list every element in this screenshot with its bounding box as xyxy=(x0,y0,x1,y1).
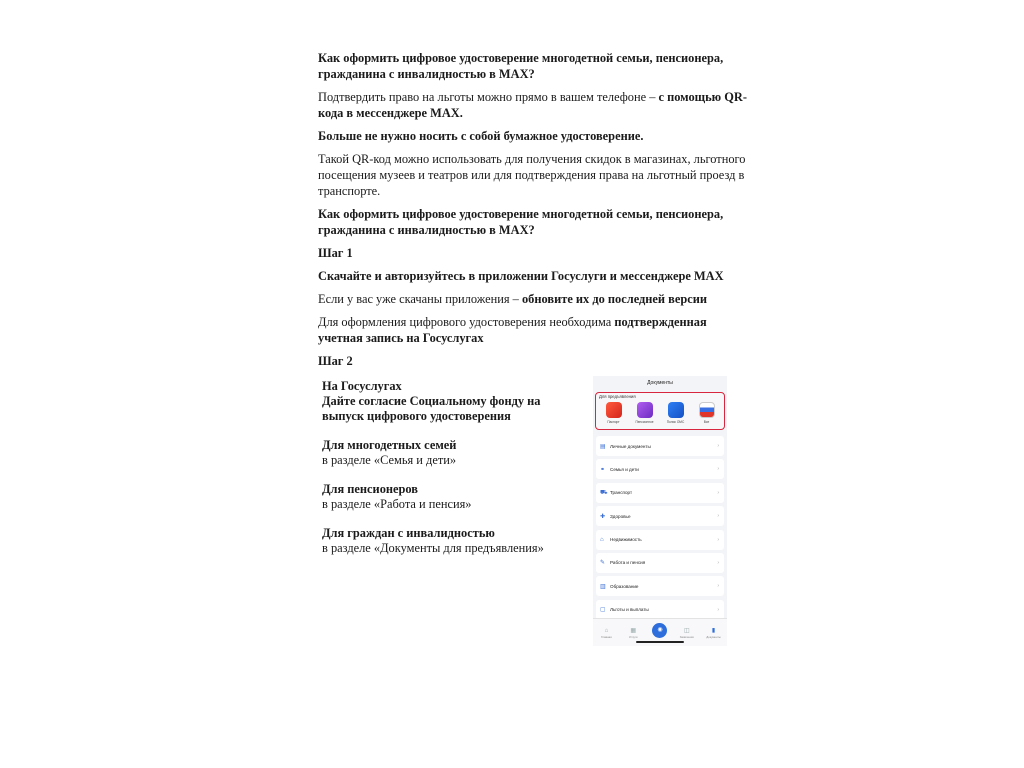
step2-title: Шаг 2 xyxy=(318,354,353,368)
menu-item-label: Личные документы xyxy=(610,443,651,449)
flag-icon xyxy=(699,402,715,418)
paragraph-update-bold: обновите их до последней версии xyxy=(521,292,708,306)
step1-text: Скачайте и авторизуйтесь в приложении Госуслуги и мессенджере МАХ xyxy=(318,269,724,283)
group-title: На Госуслугах xyxy=(322,379,402,393)
phone-screenshot xyxy=(593,376,727,646)
tab-label: Документы xyxy=(706,635,721,639)
phone-screen-title: Документы xyxy=(647,380,673,386)
app-label: Паспорт xyxy=(607,420,620,424)
app-all[interactable] xyxy=(693,402,720,424)
group-note: в разделе «Семья и дети» xyxy=(322,453,457,467)
paragraph-update-plain: Если у вас уже скачаны приложения – xyxy=(318,292,522,306)
menu-item-education[interactable] xyxy=(596,576,724,596)
oms-icon xyxy=(668,402,684,418)
paragraph-qr xyxy=(318,89,748,121)
app-label: Все xyxy=(703,420,710,424)
documents-menu xyxy=(596,436,724,620)
tab-home[interactable] xyxy=(595,628,617,639)
group-title: Для пенсионеров xyxy=(322,482,418,496)
tab-label: Главная xyxy=(601,635,612,639)
assistant-icon: ◉ xyxy=(652,623,667,638)
heading-2: Как оформить цифровое удостоверение многодетной семьи, пенсионера, гражданина с инвалидностью в МАХ? xyxy=(318,207,724,237)
app-passport[interactable] xyxy=(600,402,627,424)
step2-group-large-families xyxy=(322,438,582,468)
home-icon: ⌂ xyxy=(604,628,609,634)
menu-item-family[interactable] xyxy=(596,459,724,479)
app-oms[interactable] xyxy=(662,402,689,424)
paragraph-update xyxy=(318,291,748,307)
chevron-right-icon: › xyxy=(717,583,719,590)
paragraph-usage: Такой QR-код можно использовать для получения скидок в магазинах, льготного посещения музеев и театров или для подтверждения права на льготный проезд в транспорте. xyxy=(318,152,746,198)
menu-item-label: Здоровье xyxy=(610,513,631,519)
menu-item-work-pension[interactable] xyxy=(596,553,724,573)
document-body xyxy=(318,50,748,376)
heading-1: Как оформить цифровое удостоверение многодетной семьи, пенсионера, гражданина с инвалидностью в МАХ? xyxy=(318,51,724,81)
paragraph-no-paper: Больше не нужно носить с собой бумажное удостоверение. xyxy=(318,129,644,143)
chevron-right-icon: › xyxy=(717,559,719,566)
pension-icon xyxy=(637,402,653,418)
step2-group-disability xyxy=(322,526,582,556)
health-icon: ✚ xyxy=(600,513,606,520)
menu-item-label: Льготы и выплаты xyxy=(610,607,649,613)
tab-assistant[interactable] xyxy=(649,629,671,638)
menu-item-realty[interactable] xyxy=(596,530,724,550)
menu-item-label: Недвижимость xyxy=(610,537,642,543)
menu-item-benefits[interactable] xyxy=(596,600,724,620)
group-note: в разделе «Документы для предъявления» xyxy=(322,541,544,555)
menu-item-label: Транспорт xyxy=(610,490,633,496)
tab-label: Услуги xyxy=(628,635,638,639)
paragraph-qr-bold: с помощью QR-кода в мессенджере MAX. xyxy=(318,90,747,120)
menu-item-health[interactable] xyxy=(596,506,724,526)
chevron-right-icon: › xyxy=(717,466,719,473)
book-icon: ▥ xyxy=(600,583,606,590)
app-pension[interactable] xyxy=(631,402,658,424)
house-icon: ⌂ xyxy=(600,536,604,543)
menu-item-personal-documents[interactable] xyxy=(596,436,724,456)
menu-item-label: Образование xyxy=(610,583,639,589)
doc-icon: ▤ xyxy=(600,443,606,450)
step1-title: Шаг 1 xyxy=(318,246,353,260)
car-icon: ⛟ xyxy=(600,489,608,496)
presentation-section xyxy=(595,392,725,430)
tab-services[interactable] xyxy=(622,628,644,639)
chevron-right-icon: › xyxy=(717,536,719,543)
chevron-right-icon: › xyxy=(717,513,719,520)
menu-item-label: Работа и пенсия xyxy=(610,560,646,566)
chevron-right-icon: › xyxy=(717,606,719,613)
notices-icon: ◫ xyxy=(683,628,690,634)
tab-documents[interactable] xyxy=(703,628,725,639)
step2-instructions xyxy=(322,379,582,570)
paragraph-qr-plain: Подтвердить право на льготы можно прямо в вашем телефоне – xyxy=(318,90,659,104)
group-title-2: Дайте согласие Социальному фонду на выпуск цифрового удостоверения xyxy=(322,394,541,423)
passport-icon xyxy=(606,402,622,418)
app-label: Пенсионное xyxy=(635,420,654,424)
paragraph-account-plain: Для оформления цифрового удостоверения необходима xyxy=(318,315,615,329)
tab-label: Заявления xyxy=(679,635,694,639)
paragraph-account-bold: подтвержденная учетная запись на Госуслугах xyxy=(318,315,707,345)
benefit-icon: ▢ xyxy=(600,607,606,614)
menu-item-label: Семья и дети xyxy=(610,466,639,472)
presentation-apps xyxy=(600,402,720,424)
chevron-right-icon: › xyxy=(717,443,719,449)
app-label: Полис ОМС xyxy=(666,420,685,424)
documents-icon: ▮ xyxy=(711,628,716,634)
chevron-right-icon: › xyxy=(717,489,719,496)
services-icon: ▦ xyxy=(630,628,637,634)
tab-notices[interactable] xyxy=(676,628,698,639)
group-title: Для многодетных семей xyxy=(322,438,457,452)
home-indicator xyxy=(636,641,684,643)
group-title: Для граждан с инвалидностью xyxy=(322,526,495,540)
family-icon: ⚭ xyxy=(600,466,606,473)
group-note: в разделе «Работа и пенсия» xyxy=(322,497,472,511)
work-icon: ✎ xyxy=(600,560,606,567)
step2-group-pensioners xyxy=(322,482,582,512)
paragraph-account xyxy=(318,314,748,346)
presentation-label: Для предъявления xyxy=(599,394,636,399)
step2-group-gosuslugi xyxy=(322,379,582,424)
menu-item-transport[interactable] xyxy=(596,483,724,503)
